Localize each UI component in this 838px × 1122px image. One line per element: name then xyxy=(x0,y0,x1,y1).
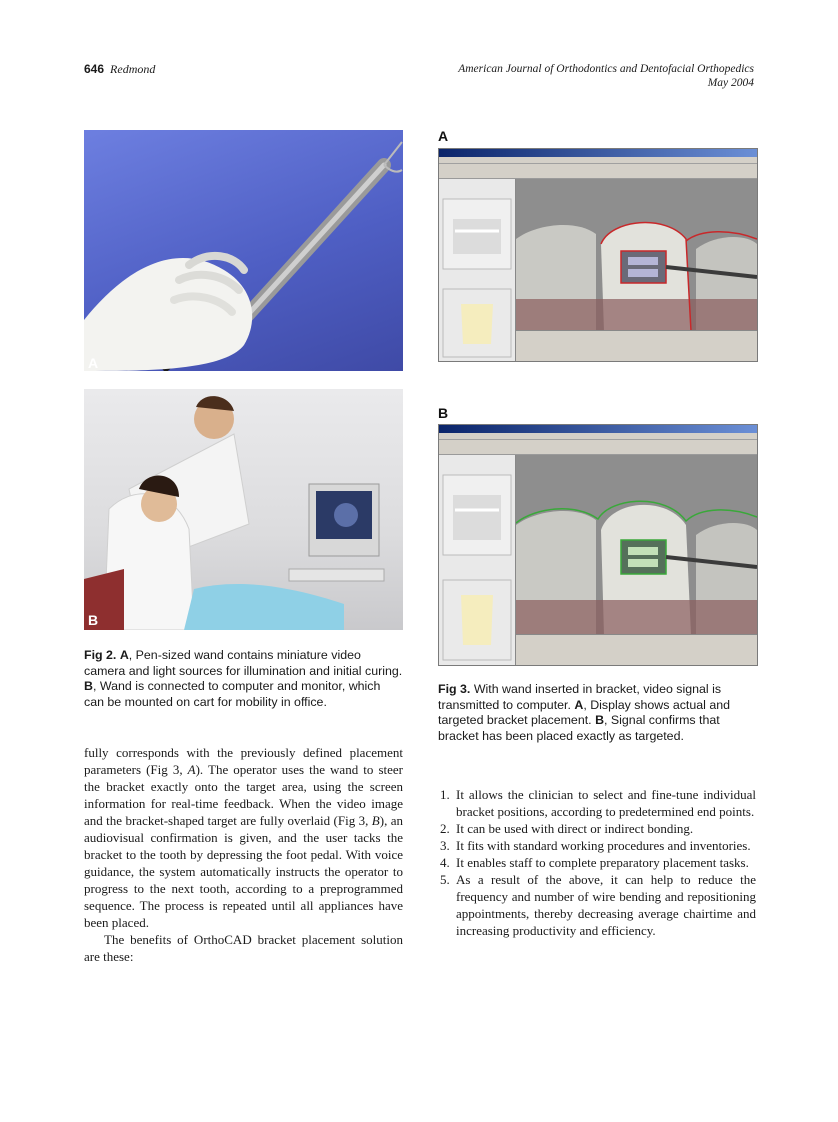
figure-2-caption xyxy=(84,648,403,710)
figure-2a-photo xyxy=(84,130,403,371)
running-author: Redmond xyxy=(110,62,156,76)
figure-2-a-text: , Pen-sized wand contains miniature video camera and light sources for illumination and initial curing. xyxy=(84,648,403,678)
software-menubar xyxy=(439,433,757,440)
software-titlebar xyxy=(439,149,757,157)
journal-name: American Journal of Orthodontics and Dentofacial Orthopedics xyxy=(458,63,754,75)
software-menubar xyxy=(439,157,757,164)
para1-figure-ref-b: B xyxy=(371,813,380,828)
figure-2b-photo xyxy=(84,389,403,630)
body-text-left-column xyxy=(84,744,403,965)
video-view xyxy=(516,179,757,331)
list-item-number: 5. xyxy=(440,872,450,887)
body-paragraph-1 xyxy=(84,744,403,931)
list-item xyxy=(440,854,756,871)
para1-text-c: ), an audiovisual confirmation is given, and the user tacks the bracket to the tooth by depressing the foot pedal. With voice guidance, the system automatically instructs the operator to progress to the next tooth, according to a preprogrammed sequence. The process is repeated until all appliances have been placed. xyxy=(84,813,403,930)
figure-3b-screenshot xyxy=(438,424,758,666)
figure-2-b-text: , Wand is connected to computer and monitor, which can be mounted on cart for mobility in office. xyxy=(84,679,381,709)
list-item-text: It allows the clinician to select and fine-tune individual bracket positions, according to predetermined end points. xyxy=(456,787,756,819)
dental-model-thumbnails xyxy=(439,455,515,665)
list-item-text: It enables staff to complete preparatory placement tasks. xyxy=(456,855,749,870)
tooth-selector-bar xyxy=(516,330,757,361)
figure-3a-screenshot xyxy=(438,148,758,362)
dental-model-thumbnails xyxy=(439,179,515,359)
model-sidebar xyxy=(439,455,516,665)
list-item-number: 1. xyxy=(440,787,450,802)
software-titlebar xyxy=(439,425,757,433)
figure-3-a-ref: A xyxy=(574,697,584,712)
list-item xyxy=(440,837,756,854)
list-item-text: It fits with standard working procedures and inventories. xyxy=(456,838,751,853)
wand-illustration xyxy=(84,130,403,371)
model-sidebar xyxy=(439,179,516,361)
running-header-right xyxy=(458,62,754,90)
clinic-illustration xyxy=(84,389,403,630)
para1-text-b: ). The operator uses the wand to steer the bracket exactly onto the target area, using the screen information for real-time feedback. When the video image and the bracket-shaped target are fully overlaid (Fig 3, xyxy=(84,762,403,828)
list-item xyxy=(440,871,756,939)
software-toolbar xyxy=(439,440,757,455)
figure-3-intro: With wand inserted in bracket, video signal is transmitted to computer. xyxy=(438,682,722,712)
figure-3-caption xyxy=(438,682,756,744)
list-item-number: 4. xyxy=(440,855,450,870)
figure-3a-label: A xyxy=(438,128,449,144)
video-view xyxy=(516,455,757,635)
figure-3-b-ref: B xyxy=(595,713,605,728)
bracket-placed xyxy=(621,540,666,574)
bracket-target xyxy=(621,251,666,283)
figure-2-b-ref: B xyxy=(84,679,93,694)
figure-2-number: Fig 2. xyxy=(84,648,117,662)
tooth-video-image xyxy=(516,179,757,331)
list-item-number: 2. xyxy=(440,821,450,836)
figure-2b-label: B xyxy=(88,612,99,628)
tooth-video-image xyxy=(516,455,757,635)
benefits-list xyxy=(440,786,756,939)
running-header-left xyxy=(84,62,155,77)
issue-date: May 2004 xyxy=(707,77,754,89)
para1-text-a: fully corresponds with the previously defined placement parameters (Fig 3, xyxy=(84,745,403,777)
figure-3-b-text: , Signal confirms that bracket has been placed exactly as targeted. xyxy=(438,713,720,743)
figure-3-a-text: , Display shows actual and targeted bracket placement. xyxy=(438,697,731,728)
software-toolbar xyxy=(439,164,757,179)
list-item-text: It can be used with direct or indirect bonding. xyxy=(456,821,694,836)
tooth-selector-bar xyxy=(516,634,757,665)
list-item-text: As a result of the above, it can help to reduce the frequency and number of wire bending and repositioning appointments, thereby decreasing average chairtime and increasing productivity and efficiency. xyxy=(456,872,756,938)
figure-2-a-ref: A xyxy=(119,648,129,662)
list-item-number: 3. xyxy=(440,838,450,853)
list-item xyxy=(440,786,756,820)
figure-3b-label: B xyxy=(438,405,449,421)
page-number: 646 xyxy=(84,62,105,76)
figure-2a-label: A xyxy=(88,355,99,371)
para1-figure-ref-a: A xyxy=(187,762,196,777)
list-item xyxy=(440,820,756,837)
body-paragraph-2: The benefits of OrthoCAD bracket placement solution are these: xyxy=(84,932,403,964)
figure-3-number: Fig 3. xyxy=(438,682,471,696)
